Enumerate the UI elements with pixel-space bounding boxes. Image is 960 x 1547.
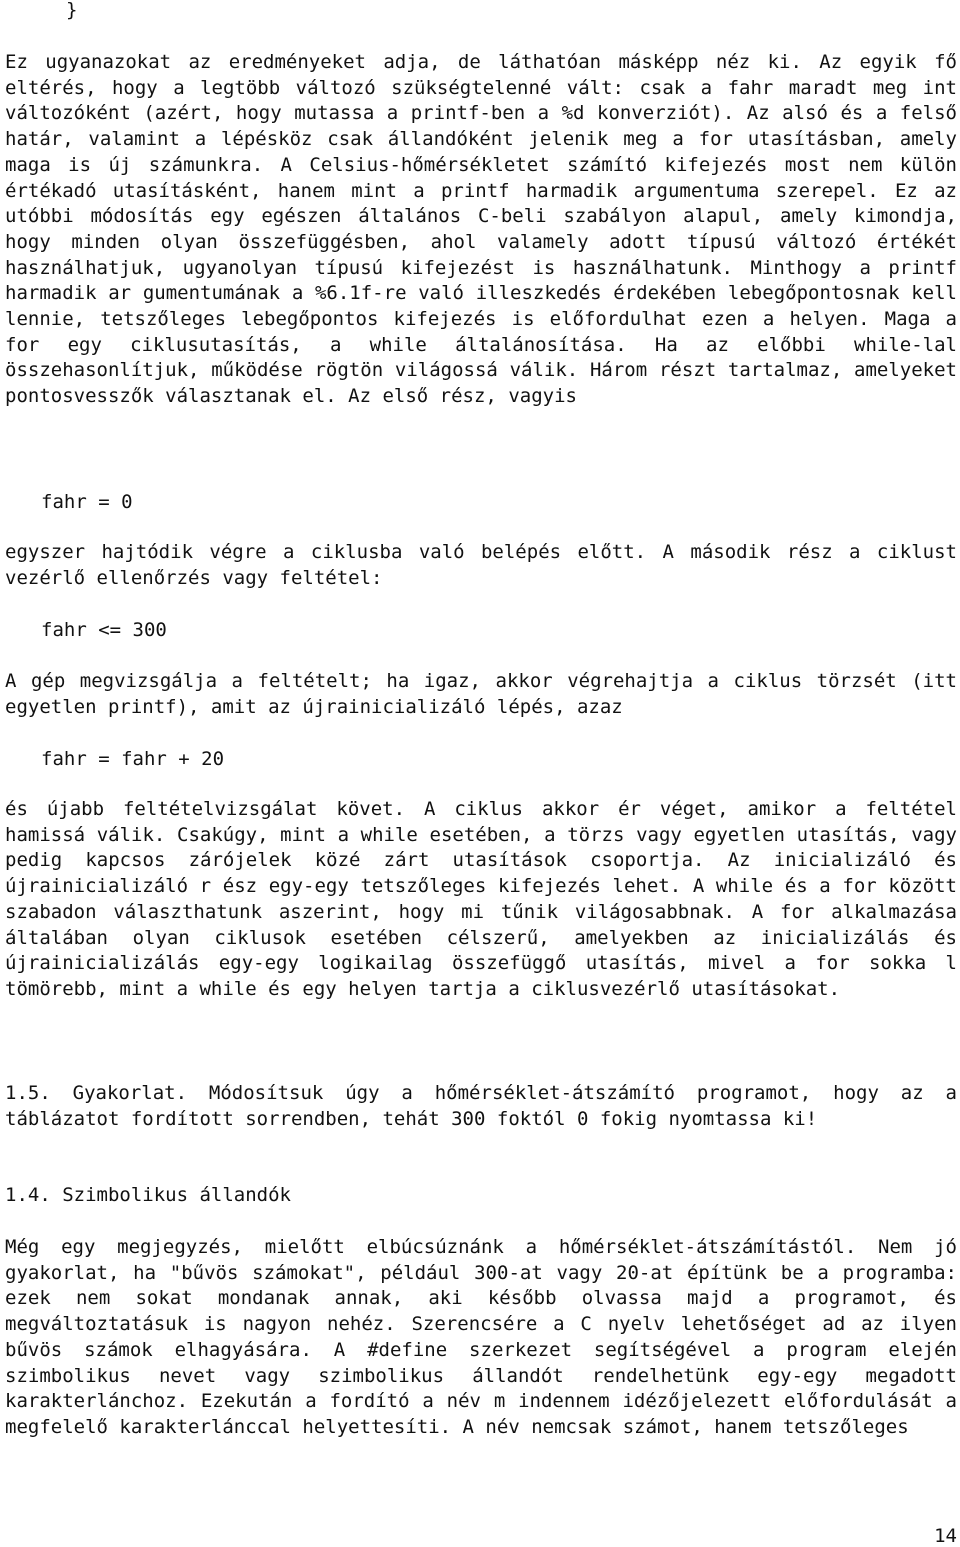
code-line-condition: fahr <= 300 <box>41 619 167 641</box>
paragraph-for-loop-explanation: Ez ugyanazokat az eredményeket adja, de láthatóan másképp néz ki. Az egyik fő eltérés, hogy a legtöbb változó szükségtelenné vált: csak a fahr maradt meg int változóként (azért, hogy mutassa a printf-ben a %d konverziót). Az alsó és a felső határ, valamint a lépésköz csak állandóként jelenik meg a for utasításban, amely maga is új számunkra. A Celsius-hőmérsékletet számító kifejezés most nem külön értékadó utasításként, hanem mint a printf harmadik argumentuma szerepel. Ez az utóbbi módosítás egy egészen általános C-beli szabályon alapul, amely kimondja, hogy minden olyan összefüggésben, ahol valamely adott típusú változó értékét használhatjuk, ugyanolyan típusú kifejezést is használhatunk. Minthogy a printf harmadik ar gumentumának a %6.1f-re való illeszkedés érdekében lebegőpontosnak kell lennie, tetszőleges lebegőpontos kifejezés is előfordulhat ezen a helyen. Maga a for egy ciklusutasítás, a while általánosítása. Ha az előbbi while-lal összehasonlítjuk, működése rögtön világossá válik. Három részt tartalmaz, amelyeket pontosvesszők választanak el. Az első rész, vagyis <box>5 51 957 408</box>
paragraph-magic-numbers: Még egy megjegyzés, mielőtt elbúcsúznánk a hőmérséklet-átszámítástól. Nem jó gyakorlat, ha "bűvös számokat", például 300-at vagy 20-at építünk be a programba: ezek nem sokat mondanak annak, aki később olvassa majd a programot, és megváltoztatásuk is nagyon nehéz. Szerencsére a C nyelv lehetőséget ad az ilyen bűvös számok elhagyására. A #define szerkezet segítségével a program elején szimbolikus nevet vagy szimbolikus állandót rendelhetünk egy-egy megadott karakterlánchoz. Ezekután a fordító a név m indennem idézőjelezett előfordulását a megfelelő karakterlánccal helyettesíti. A név nemcsak számot, hanem tetszőleges <box>5 1236 957 1438</box>
page-number: 14 <box>934 1525 957 1547</box>
paragraph-loop-end: és újabb feltételvizsgálat követ. A ciklus akkor ér véget, amikor a feltétel hamissá válik. Csakúgy, mint a while esetében, a törzs vagy egyetlen utasítás, vagy pedig kapcsos zárójelek közé zárt utasítások csoportja. Az inicializáló és újrainicializáló r ész egy-egy tetszőleges kifejezés lehet. A while és a for között szabadon választhatunk aszerint, hogy mi tűnik világosabbnak. A for alkalmazása általában olyan ciklusok esetében célszerű, amelyekben az inicializálás és újrainicializálás egy-egy logikailag összefüggő utasítás, mivel a for sokka l tömörebb, mint a while és egy helyen tartja a ciklusvezérlő utasításokat. <box>5 798 957 1000</box>
paragraph-second-part: egyszer hajtódik végre a ciklusba való belépés előtt. A második rész a ciklust vezérlő ellenőrzés vagy feltétel: <box>5 541 957 589</box>
code-line-init: fahr = 0 <box>41 491 133 513</box>
closing-brace: } <box>66 0 78 21</box>
code-line-increment: fahr = fahr + 20 <box>41 748 225 770</box>
paragraph-loop-body: A gép megvizsgálja a feltételt; ha igaz, akkor végrehajtja a ciklus törzsét (itt egyetlen printf), amit az újrainicializáló lépés, azaz <box>5 670 957 718</box>
exercise-1-5: 1.5. Gyakorlat. Módosítsuk úgy a hőmérséklet-átszámító programot, hogy az a táblázatot fordított sorrendben, tehát 300 foktól 0 fokig nyomtassa ki! <box>5 1082 957 1130</box>
section-heading-symbolic-constants: 1.4. Szimbolikus állandók <box>5 1184 291 1206</box>
